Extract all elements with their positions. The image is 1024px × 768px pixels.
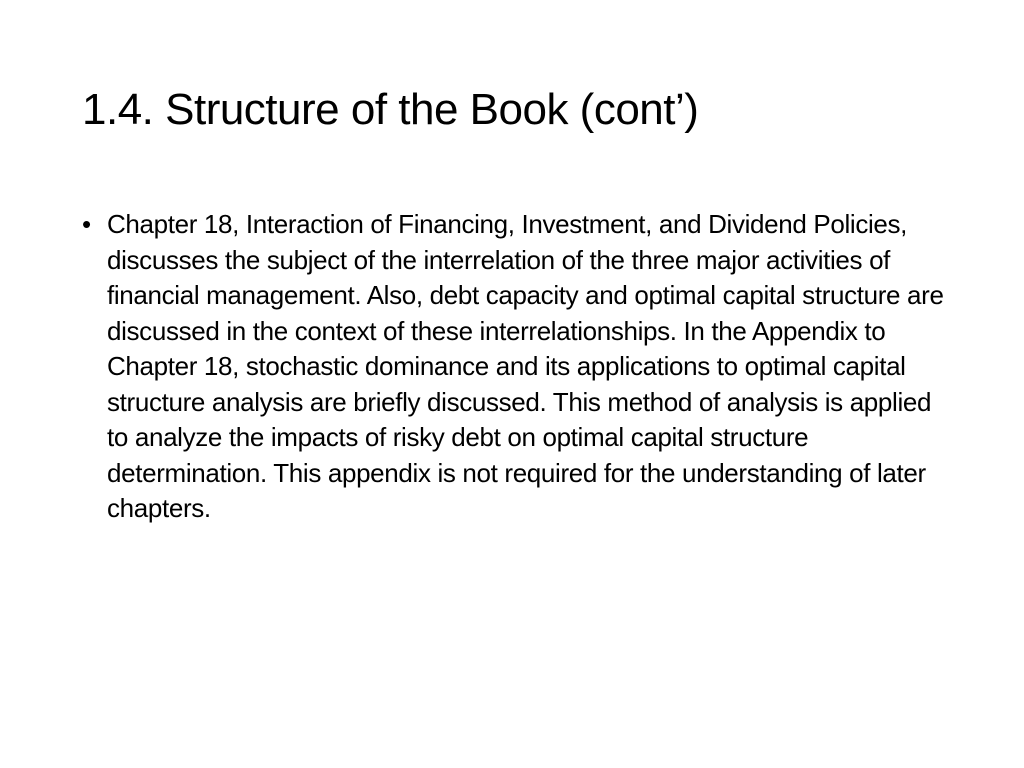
bullet-marker: • — [82, 209, 92, 239]
slide-title: 1.4. Structure of the Book (cont’) — [82, 85, 699, 134]
bullet-text: Chapter 18, Interaction of Financing, Investment, and Dividend Policies, discusses the subject of the interrelation of the three major activities of financial management. Also, debt capacity and optimal capital structure are discussed in the context of these interrelationships. In the Appendix to Chapter 18, stochastic dominance and its applications to optimal capital structure analysis are briefly discussed. This method of analysis is applied to analyze the impacts of risky debt on optimal capital structure determination. This appendix is not required for the understanding of later chapters. — [107, 209, 944, 523]
bullet-item — [82, 207, 952, 527]
bullet-list — [82, 207, 952, 527]
